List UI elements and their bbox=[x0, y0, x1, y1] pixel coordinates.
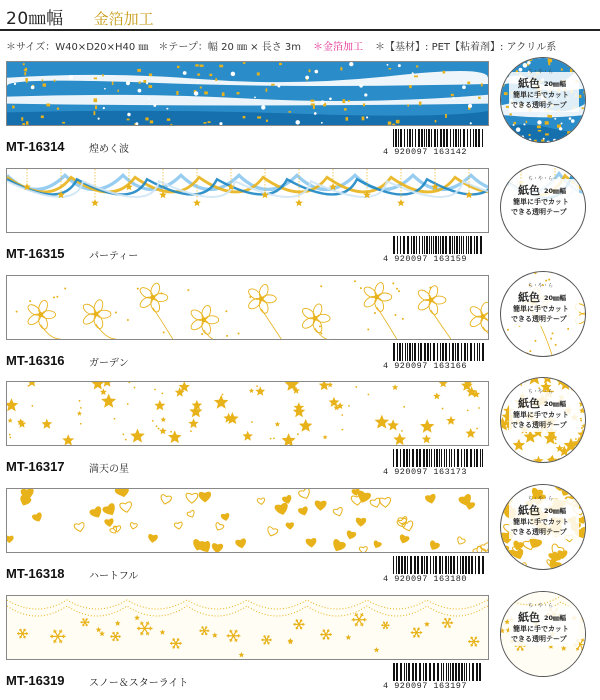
product-name: 満天の星 bbox=[89, 464, 129, 475]
page-header bbox=[6, 4, 154, 29]
roll-label-small: ち・や・ら bbox=[528, 603, 554, 609]
product-item bbox=[0, 168, 600, 278]
roll-label-width: 20㎜幅 bbox=[544, 80, 567, 88]
roll-label-line2: できる透明テープ bbox=[511, 101, 567, 109]
barcode bbox=[393, 449, 485, 467]
tape-roll-preview bbox=[500, 377, 586, 463]
tape-roll-preview bbox=[500, 591, 586, 677]
roll-label-width: 20㎜幅 bbox=[544, 294, 567, 302]
roll-label-line1: 簡単に手でカット bbox=[513, 625, 569, 633]
barcode-number: 4 920097 163197 bbox=[383, 681, 468, 691]
flower-icon bbox=[7, 276, 488, 339]
product-item bbox=[0, 61, 600, 171]
snowflake-icon bbox=[7, 596, 488, 659]
product-name: ハートフル bbox=[89, 571, 139, 582]
roll-label-line2: できる透明テープ bbox=[511, 528, 567, 536]
barcode bbox=[393, 343, 485, 361]
roll-label-small: ち・や・ら bbox=[528, 69, 554, 75]
roll-label-line1: 簡単に手でカット bbox=[513, 305, 569, 313]
tape-swatch bbox=[6, 381, 489, 446]
tape-swatch bbox=[6, 61, 489, 126]
roll-label-line1: 簡単に手でカット bbox=[513, 198, 569, 206]
garland-icon bbox=[7, 169, 488, 232]
roll-label-line1: 簡単に手でカット bbox=[513, 411, 569, 419]
roll-label-main: 紙色 bbox=[518, 504, 540, 517]
product-code: MT-16314 bbox=[6, 139, 65, 154]
header-divider bbox=[0, 29, 600, 31]
wave-icon bbox=[7, 62, 488, 125]
barcode bbox=[393, 556, 485, 574]
spec-material: ＊【基材】: PET【粘着剤】: アクリル系 bbox=[375, 42, 557, 53]
product-code: MT-16315 bbox=[6, 246, 65, 261]
roll-label-line1: 簡単に手でカット bbox=[513, 518, 569, 526]
barcode-number: 4 920097 163173 bbox=[383, 467, 468, 477]
roll-label-width: 20㎜幅 bbox=[544, 614, 567, 622]
roll-label-small: ち・や・ら bbox=[528, 496, 554, 502]
tape-swatch bbox=[6, 168, 489, 233]
spec-line bbox=[6, 38, 598, 52]
product-item bbox=[0, 381, 600, 491]
barcode bbox=[393, 236, 485, 254]
roll-label-line1: 簡単に手でカット bbox=[513, 91, 569, 99]
roll-label-small: ち・や・ら bbox=[528, 176, 554, 182]
tape-roll-preview bbox=[500, 57, 586, 143]
spec-size: ＊サイズ：W40×D20×H40 ㎜ bbox=[6, 42, 149, 53]
roll-label-line2: できる透明テープ bbox=[511, 635, 567, 643]
barcode-number: 4 920097 163166 bbox=[383, 361, 468, 371]
roll-label-line2: できる透明テープ bbox=[511, 421, 567, 429]
star-icon bbox=[7, 382, 488, 445]
roll-label-main: 紙色 bbox=[518, 184, 540, 197]
roll-label-width: 20㎜幅 bbox=[544, 400, 567, 408]
product-name: パーティー bbox=[89, 251, 139, 262]
barcode bbox=[393, 129, 485, 147]
roll-label-width: 20㎜幅 bbox=[544, 187, 567, 195]
barcode-number: 4 920097 163159 bbox=[383, 254, 468, 264]
roll-label-width: 20㎜幅 bbox=[544, 507, 567, 515]
product-item bbox=[0, 488, 600, 598]
roll-label-main: 紙色 bbox=[518, 397, 540, 410]
page-subtitle: 金箔加工 bbox=[93, 10, 154, 28]
barcode-number: 4 920097 163142 bbox=[383, 147, 468, 157]
heart-icon bbox=[7, 489, 488, 552]
spec-tape: ＊テープ：幅 20 ㎜ × 長さ 3m bbox=[158, 42, 302, 53]
tape-swatch bbox=[6, 595, 489, 660]
product-code: MT-16319 bbox=[6, 673, 65, 688]
tape-roll-preview bbox=[500, 164, 586, 250]
barcode bbox=[393, 663, 485, 681]
product-item bbox=[0, 275, 600, 385]
tape-roll-preview bbox=[500, 484, 586, 570]
tape-swatch bbox=[6, 275, 489, 340]
product-name: ガーデン bbox=[89, 358, 129, 369]
product-code: MT-16318 bbox=[6, 566, 65, 581]
product-code: MT-16316 bbox=[6, 353, 65, 368]
roll-label-main: 紙色 bbox=[518, 611, 540, 624]
roll-label-line2: できる透明テープ bbox=[511, 208, 567, 216]
product-item bbox=[0, 595, 600, 700]
roll-label-main: 紙色 bbox=[518, 77, 540, 90]
page-title: 20㎜幅 bbox=[6, 9, 64, 29]
roll-label-main: 紙色 bbox=[518, 291, 540, 304]
product-name: スノー＆スターライト bbox=[89, 678, 189, 689]
roll-label-small: ち・や・ら bbox=[528, 389, 554, 395]
tape-roll-preview bbox=[500, 271, 586, 357]
roll-label-small: ち・や・ら bbox=[528, 283, 554, 289]
barcode-number: 4 920097 163180 bbox=[383, 574, 468, 584]
product-name: 煌めく波 bbox=[89, 144, 129, 155]
roll-label-line2: できる透明テープ bbox=[511, 315, 567, 323]
tape-swatch bbox=[6, 488, 489, 553]
spec-foil: ＊金箔加工 bbox=[313, 42, 364, 53]
product-code: MT-16317 bbox=[6, 459, 65, 474]
